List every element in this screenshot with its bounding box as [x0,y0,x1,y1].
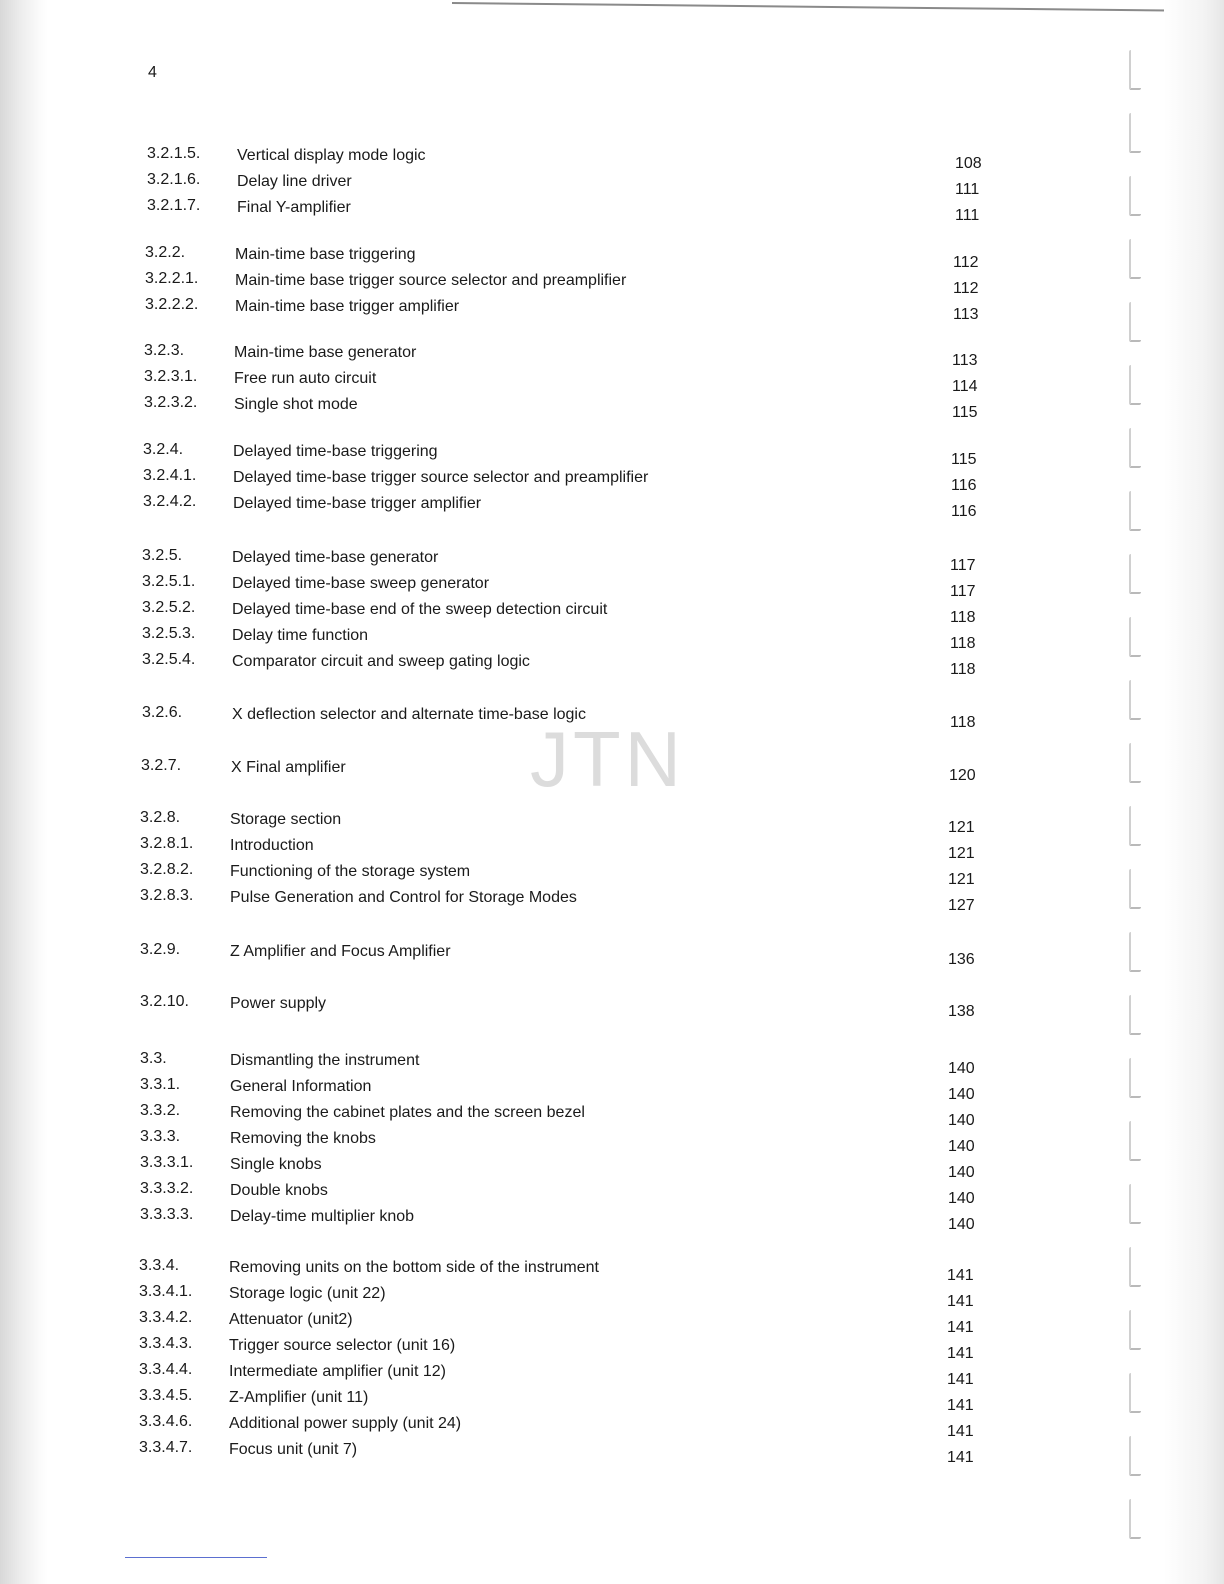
toc-entry-title: Delay line driver [237,173,352,190]
toc-entry-title: Single knobs [230,1156,322,1173]
toc-entry-title: Comparator circuit and sweep gating logic [232,653,530,670]
page-number: 4 [148,64,157,81]
toc-section-number: 3.2.5.3. [142,625,196,642]
toc-page-number: 112 [953,280,979,297]
toc-entry-title: Delayed time-base sweep generator [232,575,490,592]
toc-page-number: 118 [950,635,976,652]
toc-page-number: 111 [955,181,980,198]
toc-page-number: 141 [947,1423,974,1440]
toc-page-number: 138 [948,1003,975,1020]
toc-entry-title: X deflection selector and alternate time-base logic [232,706,586,723]
toc-page-number: 117 [950,583,976,600]
toc-section-number: 3.2.6. [142,704,183,721]
toc-section-number: 3.2.4.1. [143,467,197,484]
toc-section-number: 3.2.7. [141,757,182,774]
toc-page-number: 141 [947,1293,974,1310]
toc-section-number: 3.3.4.5. [139,1387,193,1404]
toc-page-number: 118 [950,714,976,731]
toc-page-number: 136 [948,951,975,968]
toc-page-number: 140 [948,1060,975,1077]
toc-section-number: 3.3.3.1. [140,1154,194,1171]
toc-section-number: 3.3.3.2. [140,1180,194,1197]
toc-entry-title: Delayed time-base end of the sweep detection circuit [232,601,608,618]
toc-page-number: 141 [947,1397,974,1414]
toc-entry-title: Focus unit (unit 7) [229,1441,358,1458]
toc-section-number: 3.2.5. [142,547,183,564]
toc-entry-title: Free run auto circuit [234,370,377,387]
toc-section-number: 3.2.8.3. [140,887,194,904]
toc-section-number: 3.3.2. [140,1102,181,1119]
toc-section-number: 3.2.8. [140,809,181,826]
toc-section-number: 3.2.3.2. [144,394,198,411]
toc-entry-title: Delayed time-base trigger amplifier [233,495,482,512]
toc-page-number: 115 [951,451,977,468]
toc-entry-title: Pulse Generation and Control for Storage Modes [230,889,577,906]
toc-page-number: 116 [951,503,977,520]
toc-section-number: 3.3.4.3. [139,1335,193,1352]
toc-entry-title: Removing the cabinet plates and the screen bezel [230,1104,585,1121]
toc-section-number: 3.2.5.4. [142,651,196,668]
toc-section-number: 3.3.4.1. [139,1283,193,1300]
toc-entry-title: Storage logic (unit 22) [229,1285,386,1302]
toc-page-number: 141 [947,1449,974,1466]
watermark-text: JTN [530,715,685,803]
toc-page-number: 117 [950,557,976,574]
toc-section-number: 3.2.5.2. [142,599,196,616]
toc-page-number: 114 [952,378,978,395]
toc-page-number: 116 [951,477,977,494]
toc-section-number: 3.3.3.3. [140,1206,194,1223]
toc-page-number: 108 [955,155,982,172]
toc-section-number: 3.2.10. [140,993,189,1010]
toc-section-number: 3.3. [140,1050,167,1067]
toc-entry-title: Removing units on the bottom side of the instrument [229,1259,599,1276]
toc-entry-title: Delayed time-base trigger source selector and preamplifier [233,469,649,486]
footnote-rule [125,1557,267,1558]
toc-entry-title: Removing the knobs [230,1130,376,1147]
toc-entry-title: Delay-time multiplier knob [230,1208,415,1225]
toc-page-number: 115 [952,404,978,421]
toc-section-number: 3.3.3. [140,1128,181,1145]
toc-section-number: 3.2.8.1. [140,835,194,852]
toc-entry-title: Storage section [230,811,342,828]
toc-section-number: 3.2.2. [145,244,186,261]
toc-page-number: 140 [948,1112,975,1129]
toc-entry-title: Z-Amplifier (unit 11) [229,1389,369,1406]
toc-entry-title: Delayed time-base generator [232,549,439,566]
toc-page-number: 121 [948,871,975,888]
toc-section-number: 3.2.1.7. [147,197,201,214]
toc-page-number: 113 [953,306,979,323]
toc-section-number: 3.2.4. [143,441,184,458]
toc-page-number: 118 [950,661,976,678]
toc-page-number: 141 [947,1319,974,1336]
toc-section-number: 3.2.4.2. [143,493,197,510]
toc-section-number: 3.2.8.2. [140,861,194,878]
toc-page-number: 112 [953,254,979,271]
toc-entry-title: Main-time base trigger source selector and preamplifier [235,272,627,289]
toc-page-number: 140 [948,1086,975,1103]
toc-page-number: 140 [948,1138,975,1155]
toc-section-number: 3.2.2.2. [145,296,199,313]
toc-entry-title: Trigger source selector (unit 16) [229,1337,456,1354]
toc-page-number: 121 [948,819,975,836]
toc-entry-title: Main-time base triggering [235,246,416,263]
toc-entry-title: Attenuator (unit2) [229,1311,353,1328]
toc-page-number: 140 [948,1164,975,1181]
toc-page-number: 141 [947,1371,974,1388]
toc-entry-title: Main-time base generator [234,344,417,361]
toc-entry-title: Z Amplifier and Focus Amplifier [230,943,451,960]
toc-entry-title: Final Y-amplifier [237,199,351,216]
toc-section-number: 3.3.1. [140,1076,181,1093]
toc-section-number: 3.3.4.2. [139,1309,193,1326]
toc-page-number: 120 [949,767,976,784]
toc-page-number: 113 [952,352,978,369]
toc-section-number: 3.2.1.6. [147,171,201,188]
toc-entry-title: Double knobs [230,1182,328,1199]
toc-entry-title: Functioning of the storage system [230,863,471,880]
toc-section-number: 3.2.2.1. [145,270,199,287]
toc-page-number: 141 [947,1267,974,1284]
toc-page-number: 121 [948,845,975,862]
toc-entry-title: Additional power supply (unit 24) [229,1415,462,1432]
toc-entry-title: Delayed time-base triggering [233,443,438,460]
toc-entry-title: Introduction [230,837,314,854]
toc-page-number: 111 [955,207,980,224]
toc-page-number: 118 [950,609,976,626]
toc-entry-title: Single shot mode [234,396,358,413]
toc-entry-title: Vertical display mode logic [237,147,426,164]
toc-entry-title: Main-time base trigger amplifier [235,298,460,315]
toc-page-number: 141 [947,1345,974,1362]
toc-entry-title: Dismantling the instrument [230,1052,420,1069]
toc-section-number: 3.2.3.1. [144,368,198,385]
toc-page-number: 140 [948,1190,975,1207]
toc-section-number: 3.3.4.4. [139,1361,193,1378]
toc-entry-title: Power supply [230,995,327,1012]
toc-section-number: 3.2.5.1. [142,573,196,590]
toc-section-number: 3.2.3. [144,342,185,359]
toc-entry-title: X Final amplifier [231,759,346,776]
toc-page-number: 127 [948,897,975,914]
toc-section-number: 3.2.9. [140,941,181,958]
toc-entry-title: Intermediate amplifier (unit 12) [229,1363,446,1380]
toc-section-number: 3.3.4.6. [139,1413,193,1430]
toc-section-number: 3.2.1.5. [147,145,201,162]
toc-section-number: 3.3.4.7. [139,1439,193,1456]
toc-section-number: 3.3.4. [139,1257,180,1274]
toc-entry-title: Delay time function [232,627,369,644]
toc-page-number: 140 [948,1216,975,1233]
toc-entry-title: General Information [230,1078,372,1095]
